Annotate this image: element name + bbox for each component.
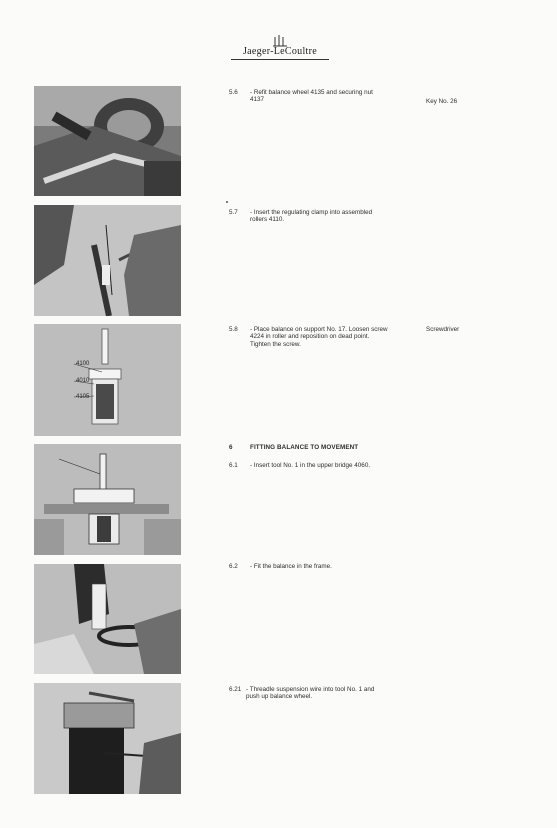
diagram-label-4010: 4010 — [76, 378, 90, 384]
step-text: - Refit balance wheel 4135 and securing nut 4137 — [250, 89, 373, 104]
step-number: 5.6 — [229, 89, 238, 96]
diagram-step-6-1 — [34, 444, 181, 555]
photo-step-5-7 — [34, 205, 181, 316]
step-number: 6.1 — [229, 462, 238, 469]
step-tool: Screwdriver — [426, 326, 460, 333]
step-number: 5.7 — [229, 209, 238, 216]
step-text: - Fit the balance in the frame. — [250, 563, 332, 570]
step-number: 5.8 — [229, 326, 238, 333]
logo-underline — [231, 59, 329, 60]
step-text: - Threadle suspension wire into tool No. 1 and push up balance wheel. — [246, 686, 375, 701]
step-text: - Place balance on support No. 17. Loosen screw 4224 in roller and reposition on dead point. Tighten the screw. — [250, 326, 388, 348]
step-tool: Key No. 26 — [426, 98, 458, 105]
brand-logo — [225, 34, 335, 60]
photo-step-6-21 — [34, 683, 181, 794]
step-text: - Insert tool No. 1 in the upper bridge 4060. — [250, 462, 371, 469]
brand-name: Jaeger-LeCoultre — [242, 46, 317, 57]
photo-step-6-2 — [34, 564, 181, 674]
section-heading: FITTING BALANCE TO MOVEMENT — [250, 444, 359, 451]
diagram-label-4100: 4100 — [76, 361, 90, 367]
section-number: 6 — [229, 444, 233, 451]
step-number: 6.2 — [229, 563, 238, 570]
diagram-step-5-8 — [34, 324, 181, 436]
photo-step-5-6 — [34, 86, 181, 196]
step-number: 6.21 — [229, 686, 242, 693]
diagram-label-4105: 4105 — [76, 394, 90, 400]
step-text: - Insert the regulating clamp into assembled rollers 4110. — [250, 209, 373, 224]
speck — [226, 201, 228, 203]
